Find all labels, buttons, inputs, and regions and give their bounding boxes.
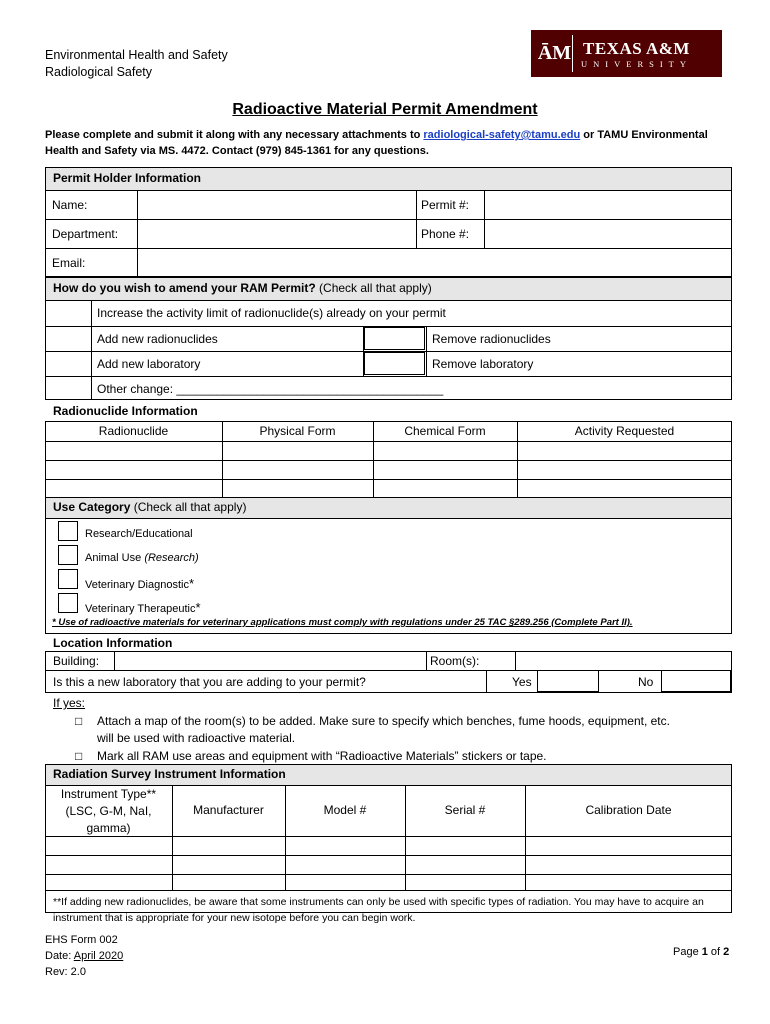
logo-name: TEXAS A&M: [583, 38, 690, 58]
form-number: EHS Form 002: [45, 934, 118, 946]
col-instrument-type-l2: (LSC, G-M, NaI,: [65, 804, 152, 818]
amend-note: (Check all that apply): [319, 281, 432, 295]
use-heading: [45, 497, 732, 519]
checkbox-vet-therapeutic[interactable]: [58, 593, 78, 613]
logo-sub: UNIVERSITY: [581, 58, 692, 69]
checkbox-remove-laboratory[interactable]: [364, 352, 425, 375]
use-vet-therapeutic-text: Veterinary Therapeutic: [85, 603, 196, 615]
col-serial: Serial #: [444, 803, 486, 817]
opt-remove-radionuclides: Remove radionuclides: [432, 332, 551, 346]
radionuclide-heading: Radionuclide Information: [53, 404, 198, 418]
checkbox-add-laboratory[interactable]: [46, 352, 90, 375]
col-calibration-date: Calibration Date: [585, 803, 672, 817]
no-label: No: [638, 675, 654, 689]
instrument-note: **If adding new radionuclides, be aware that some instruments can only be used with specific types of radiation. You may have to acquire an instrument that is appropriate for your new isotope before you can begin work.: [53, 896, 704, 924]
location-heading: Location Information: [53, 636, 173, 650]
email-label: Email:: [52, 256, 86, 270]
col-radionuclide: Radionuclide: [98, 424, 169, 438]
email-link[interactable]: radiological-safety@tamu.edu: [423, 129, 581, 141]
mark-ram-areas: Mark all RAM use areas and equipment with “Radioactive Materials” stickers or tape.: [97, 749, 547, 763]
no-checkbox[interactable]: [661, 670, 731, 692]
checkbox-research[interactable]: [58, 521, 78, 541]
intro-part2: or TAMU Environmental Health and Safety via MS. 4472. Contact (979) 845-1361 for any questions.: [45, 129, 708, 157]
star2: *: [195, 600, 201, 615]
checkbox-animal-use[interactable]: [58, 545, 78, 565]
opt-remove-laboratory: Remove laboratory: [432, 357, 534, 371]
amend-heading-text: How do you wish to amend your RAM Permit?: [53, 281, 316, 295]
use-vet-diagnostic: [85, 576, 194, 591]
date-label: Date:: [45, 950, 74, 962]
use-animal-text: Animal Use: [85, 552, 142, 564]
col-instrument-type-l3: gamma): [86, 821, 131, 835]
intro-text: [45, 127, 735, 159]
name-label: Name:: [52, 198, 88, 212]
page-pre: Page: [673, 946, 702, 958]
use-heading-text: Use Category: [53, 500, 131, 514]
attach-map-line1: Attach a map of the room(s) to be added. Make sure to specify which benches, fume hoods, equipment, etc.: [97, 714, 670, 728]
use-animal-note: (Research): [144, 552, 199, 564]
rooms-label: Room(s):: [430, 654, 480, 668]
checkbox-other-change[interactable]: [46, 377, 90, 399]
use-note: (Check all that apply): [133, 500, 247, 514]
page-title: Radioactive Material Permit Amendment: [232, 101, 538, 118]
name-field[interactable]: [138, 191, 415, 218]
department-label: Department:: [52, 227, 119, 241]
yes-checkbox[interactable]: [537, 670, 599, 692]
use-vet-diagnostic-text: Veterinary Diagnostic: [85, 579, 189, 591]
use-research: Research/Educational: [85, 528, 193, 540]
email-field[interactable]: [138, 249, 731, 276]
header-line2: Radiological Safety: [45, 65, 153, 79]
if-yes-label: If yes:: [53, 696, 86, 710]
footer-info: [45, 932, 123, 980]
use-animal: [85, 552, 199, 564]
building-label: Building:: [53, 654, 100, 668]
department-field[interactable]: [138, 220, 415, 247]
atm-mark: ĀM: [537, 35, 573, 72]
form-date: [45, 948, 123, 964]
star1: *: [188, 576, 195, 591]
tamu-logo: [531, 30, 722, 77]
col-model: Model #: [323, 803, 367, 817]
permit-holder-heading: Permit Holder Information: [45, 167, 732, 191]
date-value: April 2020: [73, 950, 124, 962]
form-rev: Rev: 2.0: [45, 966, 86, 978]
col-physical-form: Physical Form: [259, 424, 336, 438]
page-total: 2: [723, 946, 730, 958]
checkbox-remove-radionuclides[interactable]: [364, 327, 425, 350]
col-manufacturer: Manufacturer: [193, 803, 264, 817]
checkbox-add-radionuclides[interactable]: [46, 327, 90, 350]
attach-map-line2: will be used with radioactive material.: [97, 731, 296, 745]
building-field[interactable]: [115, 652, 425, 669]
vet-footnote: * Use of radioactive materials for veterinary applications must comply with regulations under 25 TAC §289.256 (Complete Part II).: [52, 617, 633, 628]
new-lab-question: Is this a new laboratory that you are adding to your permit?: [53, 675, 366, 689]
permit-number-field[interactable]: [485, 191, 731, 218]
survey-heading: Radiation Survey Instrument Information: [45, 764, 732, 786]
opt-increase-activity: Increase the activity limit of radionuclide(s) already on your permit: [97, 306, 446, 320]
rooms-field[interactable]: [516, 652, 730, 669]
yes-label: Yes: [512, 675, 532, 689]
checkbox-increase-activity[interactable]: [46, 301, 90, 325]
page-current: 1: [701, 946, 708, 958]
phone-label: Phone #:: [421, 227, 470, 241]
col-activity-requested: Activity Requested: [574, 424, 675, 438]
header-org: [45, 47, 228, 81]
col-instrument-type-l1: Instrument Type**: [60, 787, 157, 801]
bullet-icon: □: [75, 714, 83, 728]
col-instrument-type: [45, 786, 172, 837]
amend-heading: [45, 277, 732, 301]
use-vet-therapeutic: [85, 600, 201, 615]
checkbox-vet-diagnostic[interactable]: [58, 569, 78, 589]
header-line1: Environmental Health and Safety: [45, 48, 228, 62]
phone-field[interactable]: [485, 220, 731, 247]
col-chemical-form: Chemical Form: [404, 424, 486, 438]
page-number: [673, 946, 729, 958]
intro-part1: Please complete and submit it along with any necessary attachments to: [45, 129, 424, 141]
opt-other-change: Other change: ________________________________________: [97, 382, 444, 396]
opt-add-laboratory: Add new laboratory: [97, 357, 201, 371]
bullet-icon: □: [75, 749, 83, 763]
page-mid: of: [707, 946, 724, 958]
opt-add-radionuclides: Add new radionuclides: [97, 332, 218, 346]
permit-label: Permit #:: [421, 198, 470, 212]
